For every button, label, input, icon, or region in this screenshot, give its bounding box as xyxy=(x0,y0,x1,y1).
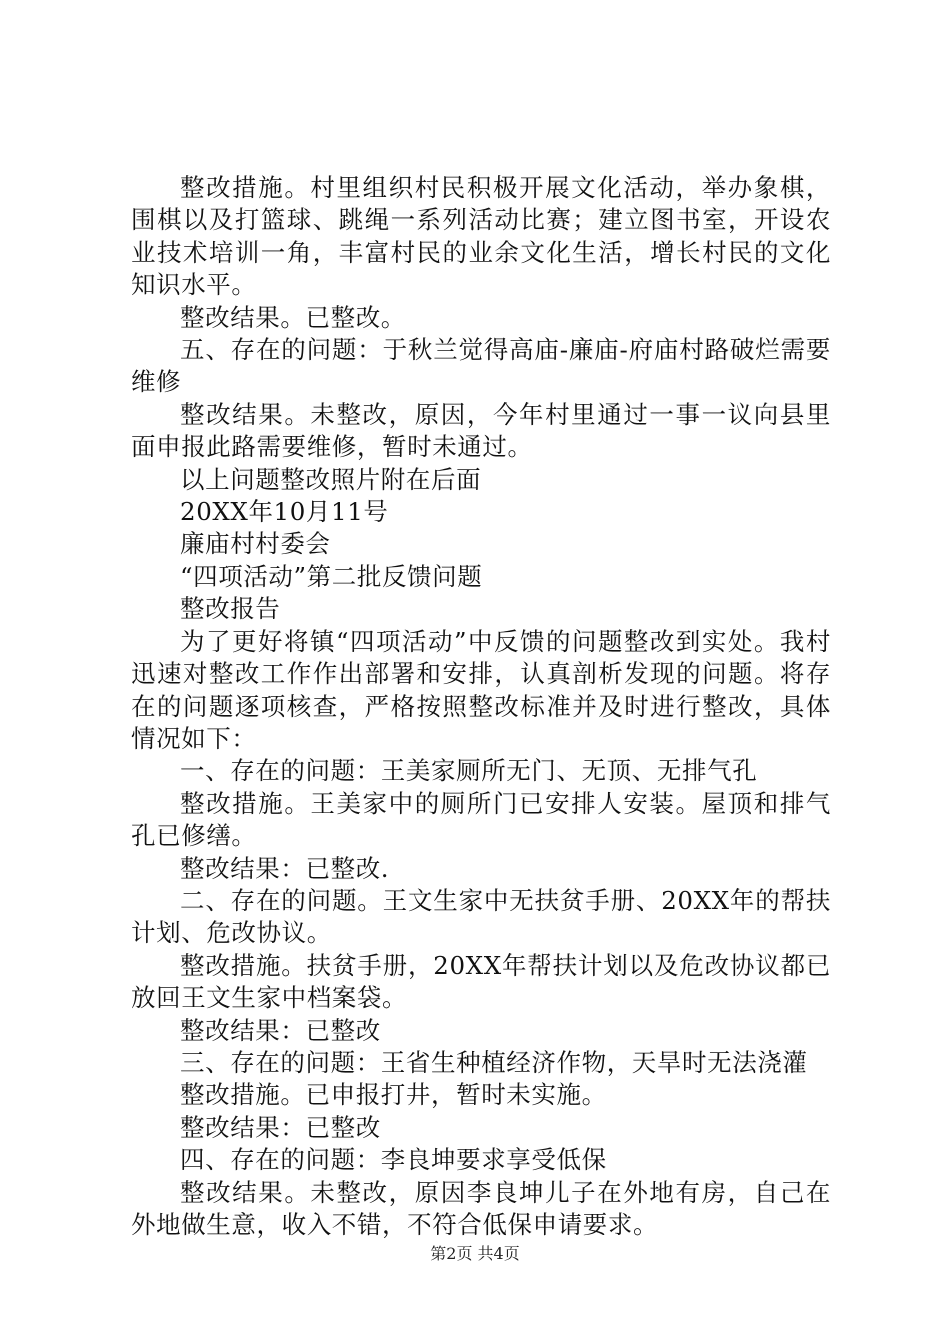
paragraph: 整改结果。已整改。 xyxy=(180,302,406,332)
paragraph: 整改结果。未整改，原因李良坤儿子在外地有房，自己在外地做生意，收入不错，不符合低保申请要求。 xyxy=(131,1177,831,1239)
paragraph: 整改结果。未整改，原因，今年村里通过一事一议向县里面申报此路需要维修，暂时未通过。 xyxy=(131,399,831,462)
report-title-line: “四项活动”第二批反馈问题 xyxy=(180,561,483,591)
report-title-line: 整改报告 xyxy=(180,594,281,624)
paragraph: 整改结果：已整改 xyxy=(180,1015,381,1045)
paragraph: 整改结果：已整改. xyxy=(180,853,390,883)
document-body xyxy=(131,172,831,1241)
page-footer: 第2页 共4页 xyxy=(430,1244,520,1263)
paragraph: 五、存在的问题：于秋兰觉得高庙-廉庙-府庙村路破烂需要维修 xyxy=(131,335,831,397)
date-line: 20XX年10月11号 xyxy=(180,497,389,527)
paragraph: 整改措施。扶贫手册，20XX年帮扶计划以及危改协议都已放回王文生家中档案袋。 xyxy=(131,950,831,1013)
paragraph: 以上问题整改照片附在后面 xyxy=(180,464,482,494)
paragraph: 四、存在的问题：李良坤要求享受低保 xyxy=(180,1145,607,1175)
paragraph: 二、存在的问题。王文生家中无扶贫手册、20XX年的帮扶计划、危改协议。 xyxy=(131,885,831,948)
paragraph: 三、存在的问题：王省生种植经济作物，天旱时无法浇灌 xyxy=(180,1047,808,1077)
paragraph: 整改措施。王美家中的厕所门已安排人安装。屋顶和排气孔已修缮。 xyxy=(131,788,831,851)
paragraph: 为了更好将镇“四项活动”中反馈的问题整改到实处。我村迅速对整改工作作出部署和安排，认真剖析发现的问题。将存在的问题逐项核查，严格按照整改标准并及时进行整改，具体情况如下： xyxy=(131,626,831,753)
paragraph: 整改结果：已整改 xyxy=(180,1112,381,1142)
paragraph: 整改措施。村里组织村民积极开展文化活动，举办象棋，围棋以及打篮球、跳绳一系列活动比赛；建立图书室，开设农业技术培训一角，丰富村民的业余文化生活，增长村民的文化知识水平。 xyxy=(131,173,831,300)
signature-line: 廉庙村村委会 xyxy=(180,529,331,559)
paragraph: 整改措施。已申报打井，暂时未实施。 xyxy=(180,1080,607,1110)
paragraph: 一、存在的问题：王美家厕所无门、无顶、无排气孔 xyxy=(180,756,758,786)
